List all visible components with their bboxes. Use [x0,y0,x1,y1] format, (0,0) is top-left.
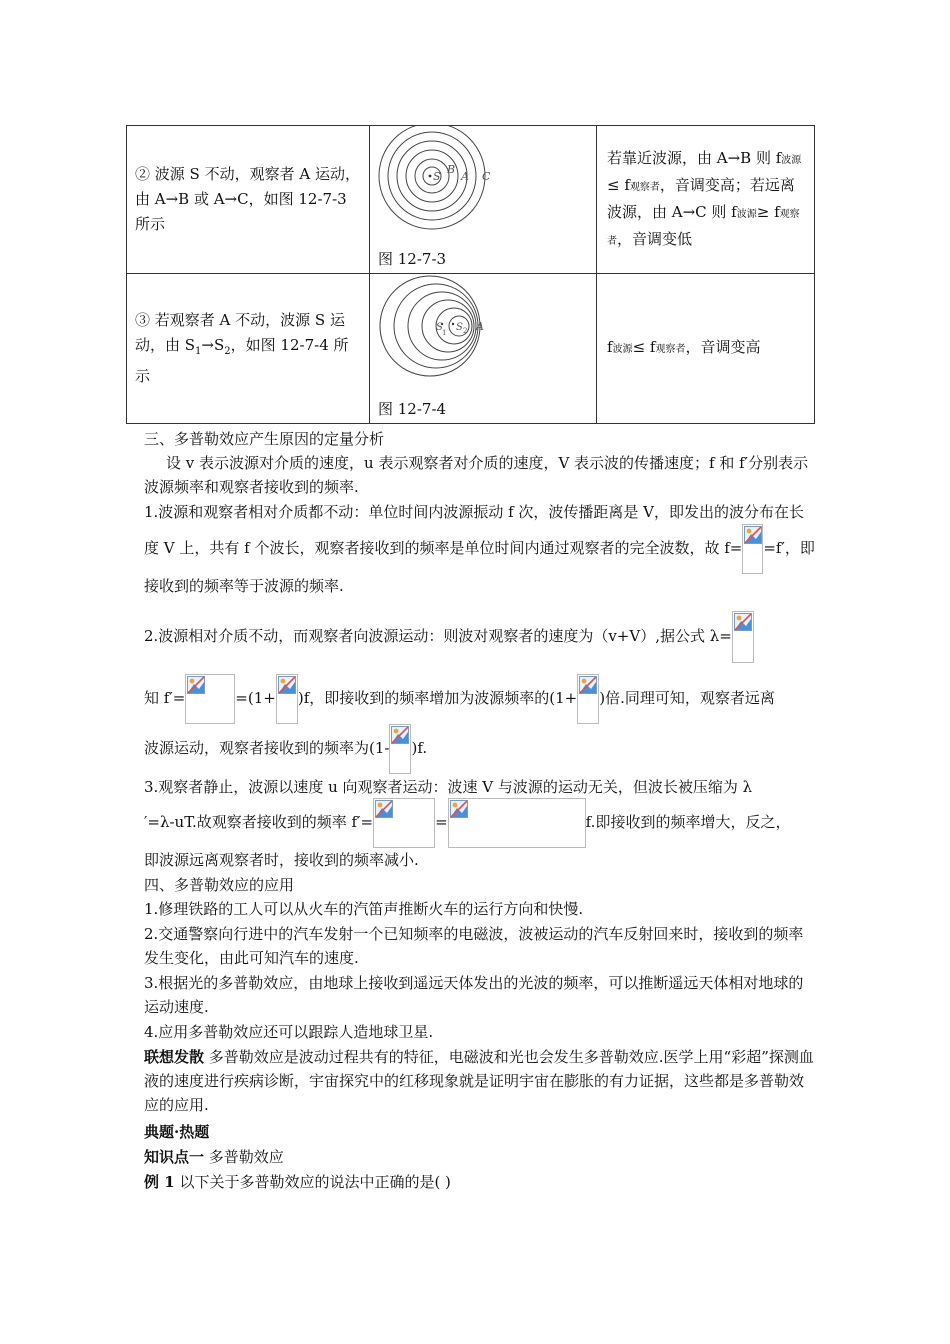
formula-image [732,611,754,663]
subscript: 波源 [736,208,757,220]
figure-caption: 图 12-7-3 [378,250,447,268]
figure-cell [370,274,597,424]
table-row [127,126,815,274]
typical-heading: 典题·热题 [144,1123,210,1141]
case-text: ② 波源 S 不动，观察者 A 运动，由 A→B 或 A→C，如图 12-7-3 所示 [135,165,360,233]
fig-label-s: S [433,170,441,183]
case-text: →S [201,336,225,354]
subscript: 观察 [779,208,800,220]
paragraph-3-end: 即波源远离观察者时，接收到的频率减小. [144,851,419,869]
result-text: ≤ f [632,338,656,356]
fig-label-a: A [461,170,469,183]
result-cell [597,274,815,424]
paragraph-1: 1.波源和观察者相对介质都不动：单位时间内波源振动 f 次，波传播距离是 V，即发出的波分布在长度 V 上，共有 f 个波长，观察者接收到的频率是单位时间内通过观察者的完全波数，故 f= =f′，即接收到的频率等于波源的频率. [144,503,815,595]
result-text: ，音调变高；若远离波源，由 A→C 则 f [607,175,795,221]
figure-caption: 图 12-7-4 [378,400,447,418]
case-text: ，如图 12-7-4 所示 [135,336,349,385]
fig-label-c: C [482,170,491,183]
formula-image [389,724,411,774]
formula-image [276,674,298,724]
list-item: 1.修理铁路的工人可以从火车的汽笛声推断火车的运行方向和快慢. [144,900,584,918]
subscript: 2 [224,346,231,357]
subscript: 观察者 [629,181,660,193]
paragraph-2: 2.波源相对介质不动，而观察者向波源运动：则波对观察者的速度为（v+V）,据公式 λ= [144,611,816,663]
section3-intro: 设 v 表示波源对介质的速度，u 表示观察者对介质的速度，V 表示波的传播速度；f 和 f′分别表示波源频率和观察者接收到的频率. [144,454,809,496]
fig-label-b: B [447,163,456,176]
knowledge-point: 知识点一 多普勒效应 [144,1148,284,1166]
paragraph-2-cont: 知 f′= =(1+ )f，即接收到的频率增加为波源频率的(1+ )倍.同理可知，观察者远离 [144,674,816,724]
result-text: 若靠近波源，由 A→B 则 f [607,148,782,167]
association-label: 联想发散 [144,1048,205,1066]
paragraph-2-end: 波源运动，观察者接收到的频率为(1- )f. [144,724,816,774]
formula-image [577,674,599,724]
example-1: 例 1 以下关于多普勒效应的说法中正确的是( ) [144,1173,451,1191]
subscript: 波源 [781,154,802,166]
formula-image [185,674,235,724]
subscript: 1 [195,346,202,357]
fig-label-s2: S [456,322,463,333]
case-cell [127,274,370,424]
formula-image [373,798,435,848]
formula-image [448,798,586,848]
case-cell [127,126,370,274]
fig-label-s1: S [436,322,443,333]
subscript: 者 [607,235,617,247]
result-text: ，音调变高 [685,338,761,356]
formula-image [742,524,763,574]
subscript: 波源 [612,344,633,355]
table-row [127,274,815,424]
list-item: 3.根据光的多普勒效应，由地球上接收到遥远天体发出的光波的频率，可以推断遥远天体相对地球的运动速度. [144,974,804,1016]
section3-heading: 三、多普勒效应产生原因的定量分析 [144,430,385,448]
fig-label-a: A [476,320,484,333]
result-text: f [607,338,613,356]
paragraph-3: 3.观察者静止，波源以速度 u 向观察者运动：波速 V 与波源的运动无关，但波长被压缩为 λ [144,778,753,796]
subscript: 观察者 [655,344,686,355]
result-text: ，音调变低 [617,229,693,248]
result-text: ≥ f [756,202,780,221]
paragraph-3-cont: ′=λ-uT.故观察者接收到的频率 f′= = f.即接收到的频率增大，反之， [144,798,816,848]
fig-label-sub1: 1 [442,329,447,337]
association-paragraph: 联想发散 多普勒效应是波动过程共有的特征，电磁波和光也会发生多普勒效应.医学上用“彩超”探测血液的速度进行疾病诊断，宇宙探究中的红移现象就是证明宇宙在膨胀的有力证据，这些都是多普勒效应的应用. [144,1048,814,1114]
figure-cell [370,126,597,274]
doppler-cases-table [126,125,815,424]
result-cell [597,126,815,274]
fig-label-sub2: 2 [463,327,468,335]
list-item: 4.应用多普勒效应还可以跟踪人造地球卫星. [144,1023,434,1041]
case-text: ③ 若观察者 A 不动，波源 S 运动，由 S [135,311,345,354]
list-item: 2.交通警察向行进中的汽车发射一个已知频率的电磁波，波被运动的汽车反射回来时，接收到的频率发生变化，由此可知汽车的速度. [144,925,804,967]
result-text: ≤ f [607,175,630,194]
section4-heading: 四、多普勒效应的应用 [144,876,295,894]
